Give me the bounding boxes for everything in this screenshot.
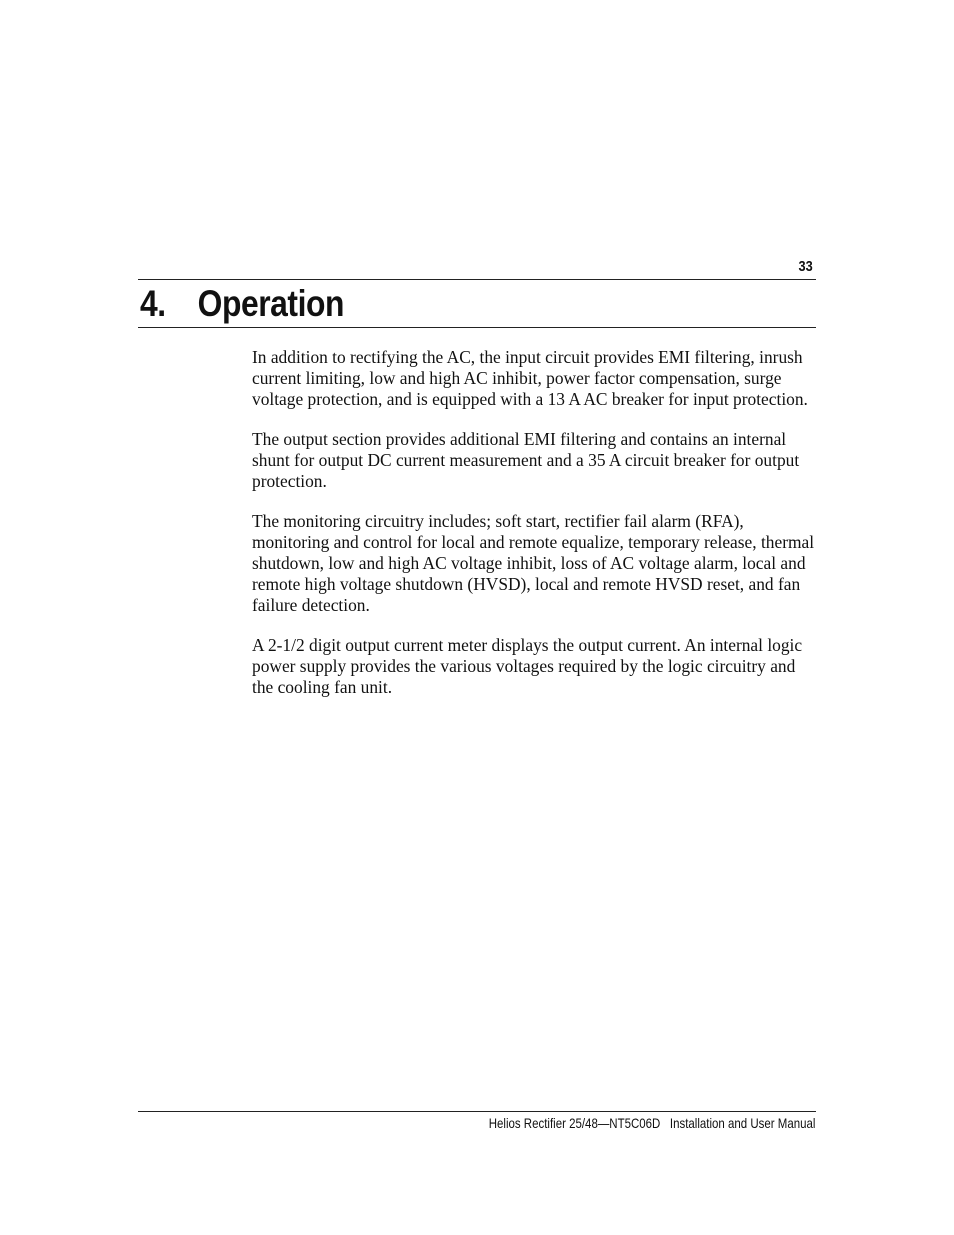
paragraph-output-section: The output section provides additional EMI filtering and contains an internal shunt for output DC current measurement and a 35 A circuit breaker for output protection. [252,429,800,491]
chapter-title: Operation [197,283,345,324]
body-text [252,347,820,717]
heading-rule [138,327,816,328]
chapter-heading [140,282,344,326]
paragraph-current-meter: A 2-1/2 digit output current meter displays the output current. An internal logic power supply provides the various voltages required by the logic circuitry and the cooling fan unit. [252,635,803,697]
footer-rule [138,1111,816,1112]
page-number: 33 [798,258,813,275]
chapter-number: 4. [140,283,166,324]
paragraph-monitoring-circuitry: The monitoring circuitry includes; soft start, rectifier fail alarm (RFA), monitoring and control for local and remote equalize, temporary release, thermal shutdown, low and high AC voltage inhibit, loss of AC voltage alarm, local and remote high voltage shutdown (HVSD), local and remote HVSD reset, and fan failure detection. [252,511,815,615]
paragraph-input-circuit: In addition to rectifying the AC, the input circuit provides EMI filtering, inrush current limiting, low and high AC inhibit, power factor compensation, surge voltage protection, and is equipped with a 13 A AC breaker for input protection. [252,347,808,409]
header-rule [138,279,816,280]
footer-text: Helios Rectifier 25/48—NT5C06D Installation and User Manual [488,1115,815,1131]
